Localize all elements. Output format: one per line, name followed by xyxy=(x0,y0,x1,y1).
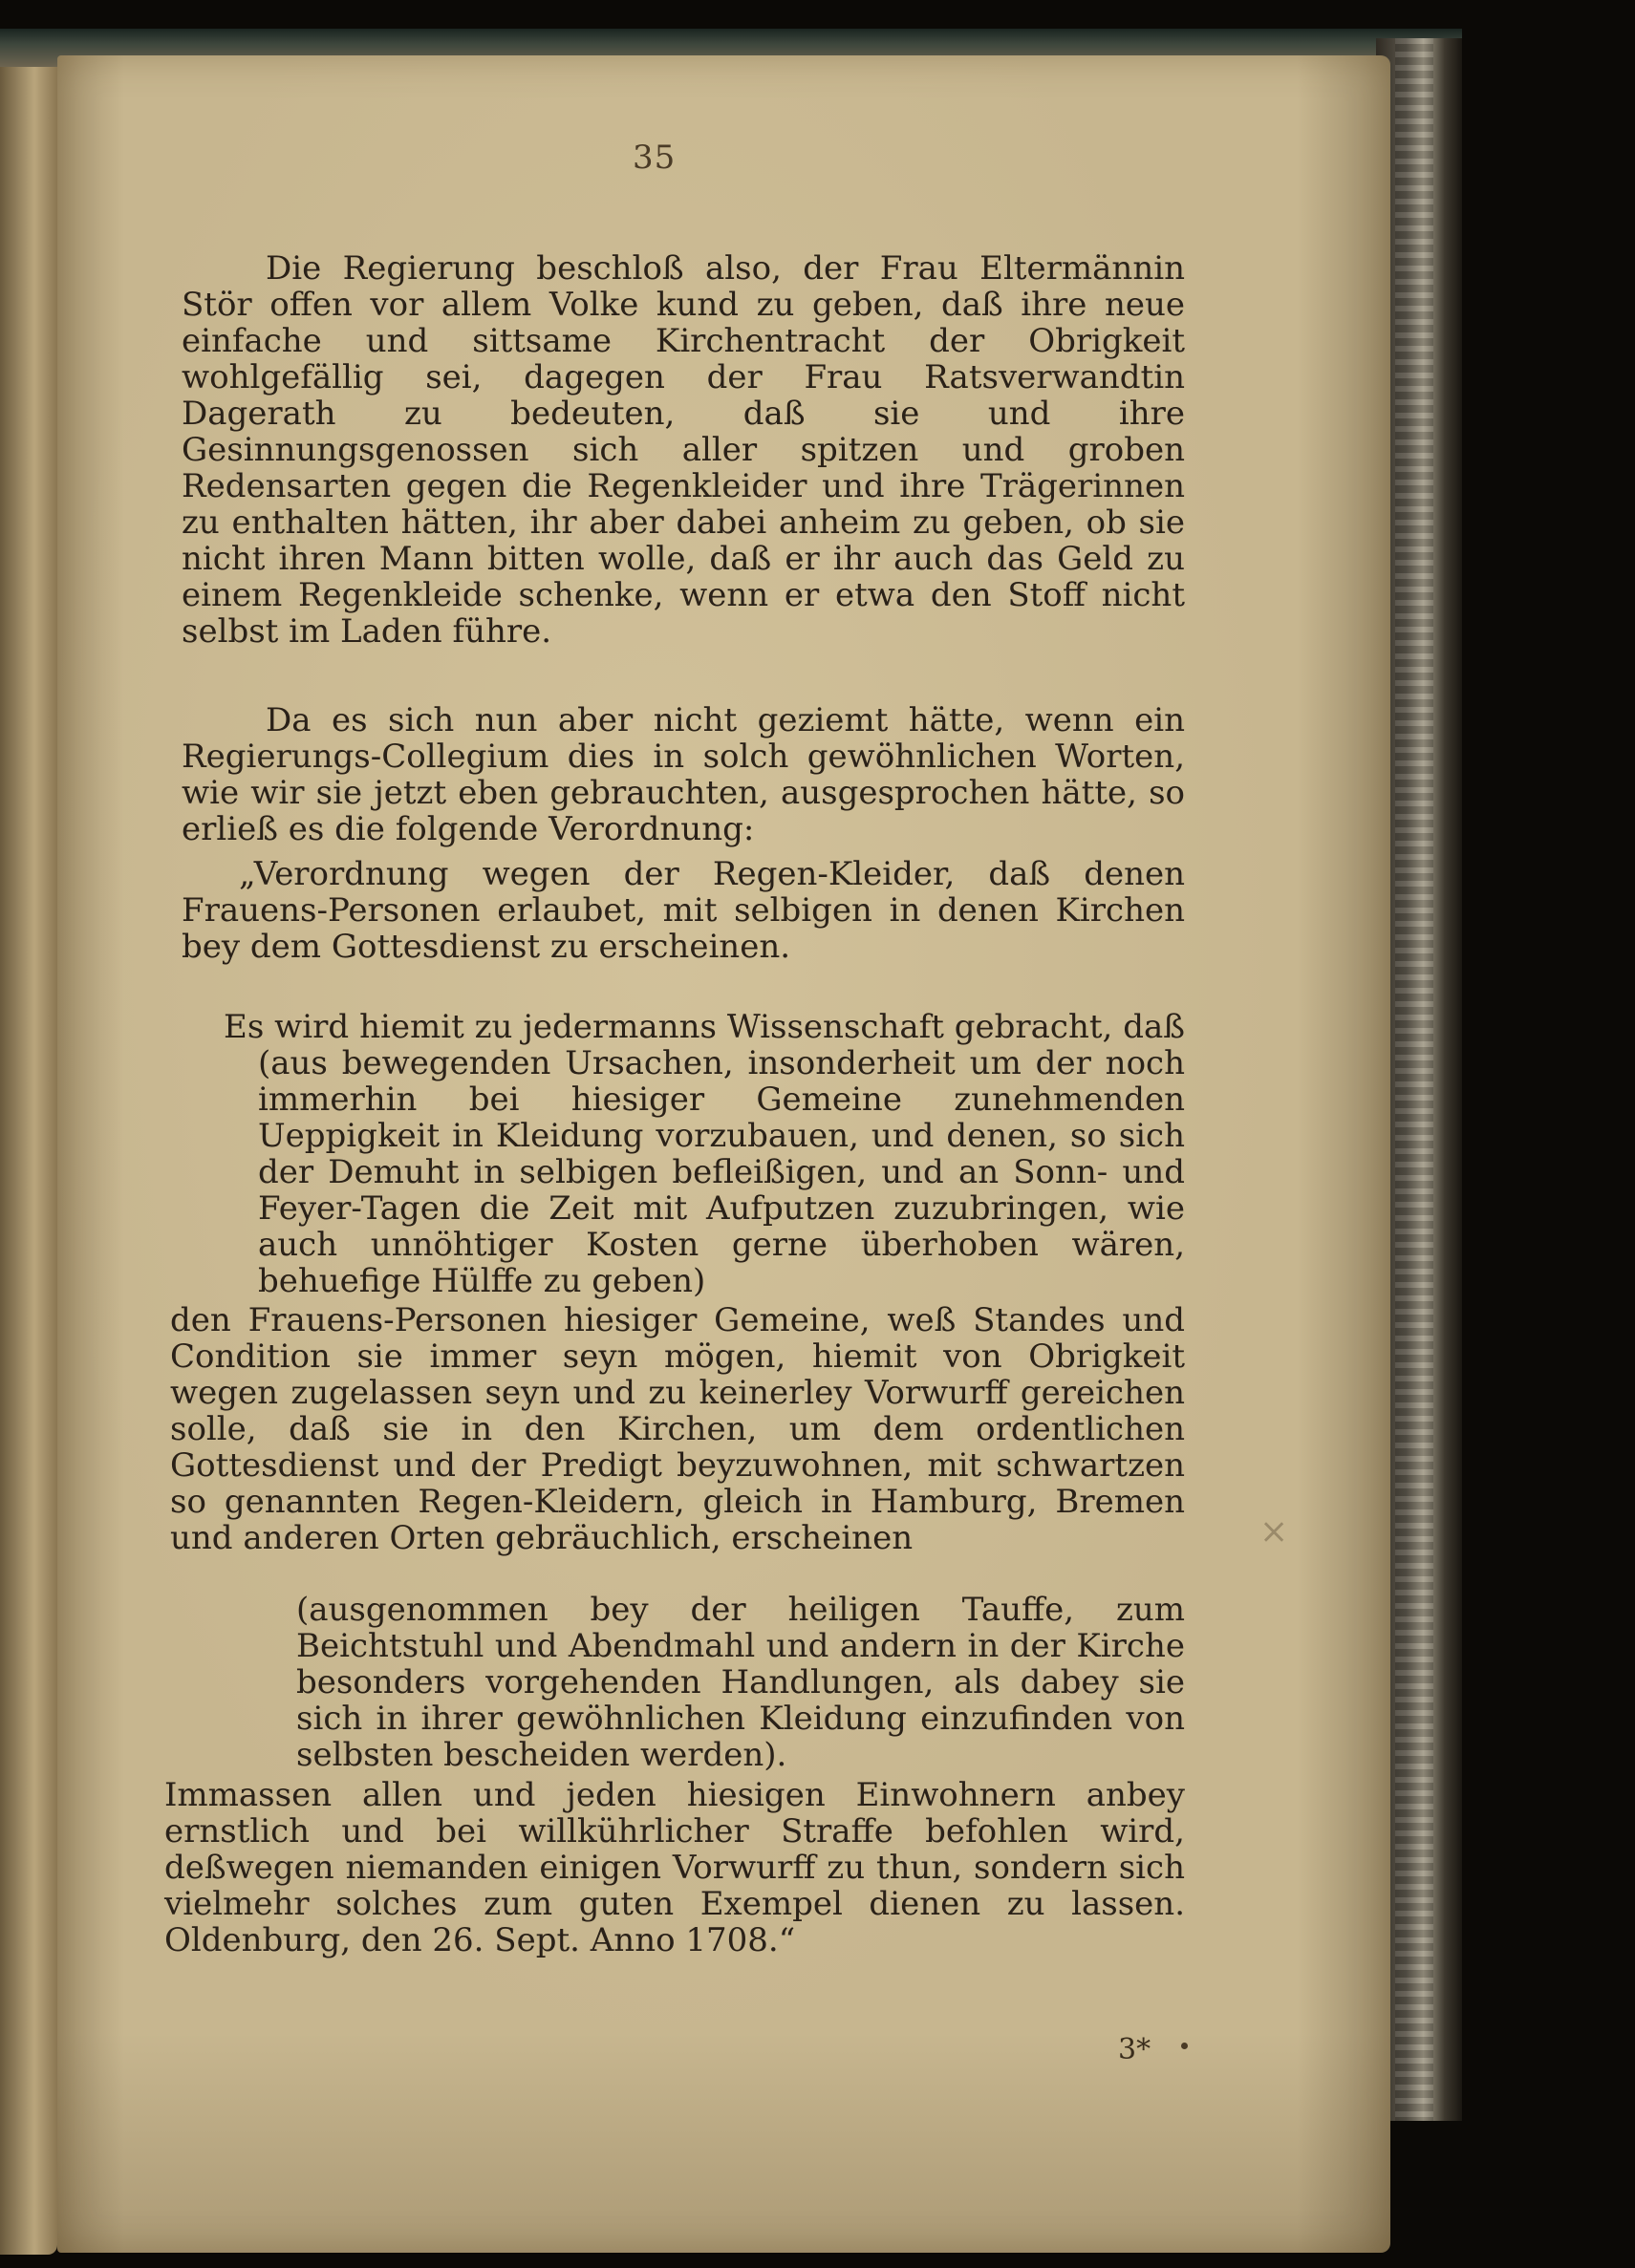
decree-closing: Immassen allen und jeden hiesigen Einwohnern anbey ernstlich und bei willkührlicher Straffe befohlen wird, deßwegen niemanden einigen Vorwurff zu thun, sondern sich vielmehr solches zum guten Exempel dienen zu lassen. Oldenburg, den 26. Sept. Anno 1708.“ xyxy=(164,1776,1185,1959)
ink-dot xyxy=(1181,2043,1188,2049)
ordinance-title: „Verordnung wegen der Regen-Kleider, daß denen Frauens-Personen erlaubet, mit selbigen in denen Kirchen bey dem Gottesdienst zu erscheinen. xyxy=(182,855,1185,966)
decree-preamble: Es wird hiemit zu jedermanns Wissenschaft gebracht, daß (aus bewegenden Ursachen, insonderheit um der noch immerhin bei hiesiger Gemeine zunehmenden Ueppigkeit in Kleidung vorzubauen, und denen, so sich der Demuht in selbigen befleißigen, und an Sonn- und Feyer-Tagen die Zeit mit Aufputzen zuzubringen, wie auch unnöhtiger Kosten gerne überhoben wären, behuefige Hülffe zu geben) xyxy=(224,1008,1185,1300)
decree-permission: den Frauens-Personen hiesiger Gemeine, weß Standes und Condition sie immer seyn mögen, hiemit von Obrigkeit wegen zugelassen seyn und zu keinerley Vorwurff gereichen solle, daß sie in den Kirchen, um dem ordentlichen Gottesdienst und der Predigt beyzuwohnen, mit schwartzen so genannten Regen-Kleidern, gleich in Hamburg, Bremen und anderen Orten gebräuchlich, erscheinen xyxy=(170,1301,1185,1557)
paragraph-college-ordinance: Da es sich nun aber nicht geziemt hätte, wenn ein Regierungs-Collegium dies in solch gewöhnlichen Worten, wie wir sie jetzt eben gebrauchten, ausgesprochen hätte, so erließ es die folgende Verordnung: xyxy=(182,701,1185,848)
facing-page-edge xyxy=(0,57,57,2255)
paragraph-government-decision: Die Regierung beschloß also, der Frau Eltermännin Stör offen vor allem Volke kund zu geben, daß ihre neue einfache und sittsame Kirchentracht der Obrigkeit wohlgefällig sei, dagegen der Frau Ratsverwandtin Dagerath zu bedeuten, daß sie und ihre Gesinnungsgenossen sich aller spitzen und groben Redensarten gegen die Regenkleider und ihre Trägerinnen zu enthalten hätten, ihr aber dabei anheim zu geben, ob sie nicht ihren Mann bitten wolle, daß er ihr auch das Geld zu einem Regenkleide schenke, wenn er etwa den Stoff nicht selbst im Laden führe. xyxy=(182,249,1185,651)
signature-mark: 3* xyxy=(1118,2033,1151,2066)
page-number: 35 xyxy=(633,139,677,177)
decree-exceptions: (ausgenommen bey der heiligen Tauffe, zum Beichtstuhl und Abendmahl und andern in der Kirche besonders vorgehenden Handlungen, als dabey sie sich in ihrer gewöhnlichen Kleidung einzufinden von selbsten bescheiden werden). xyxy=(296,1591,1185,1774)
pencil-mark-icon: × xyxy=(1259,1512,1289,1551)
